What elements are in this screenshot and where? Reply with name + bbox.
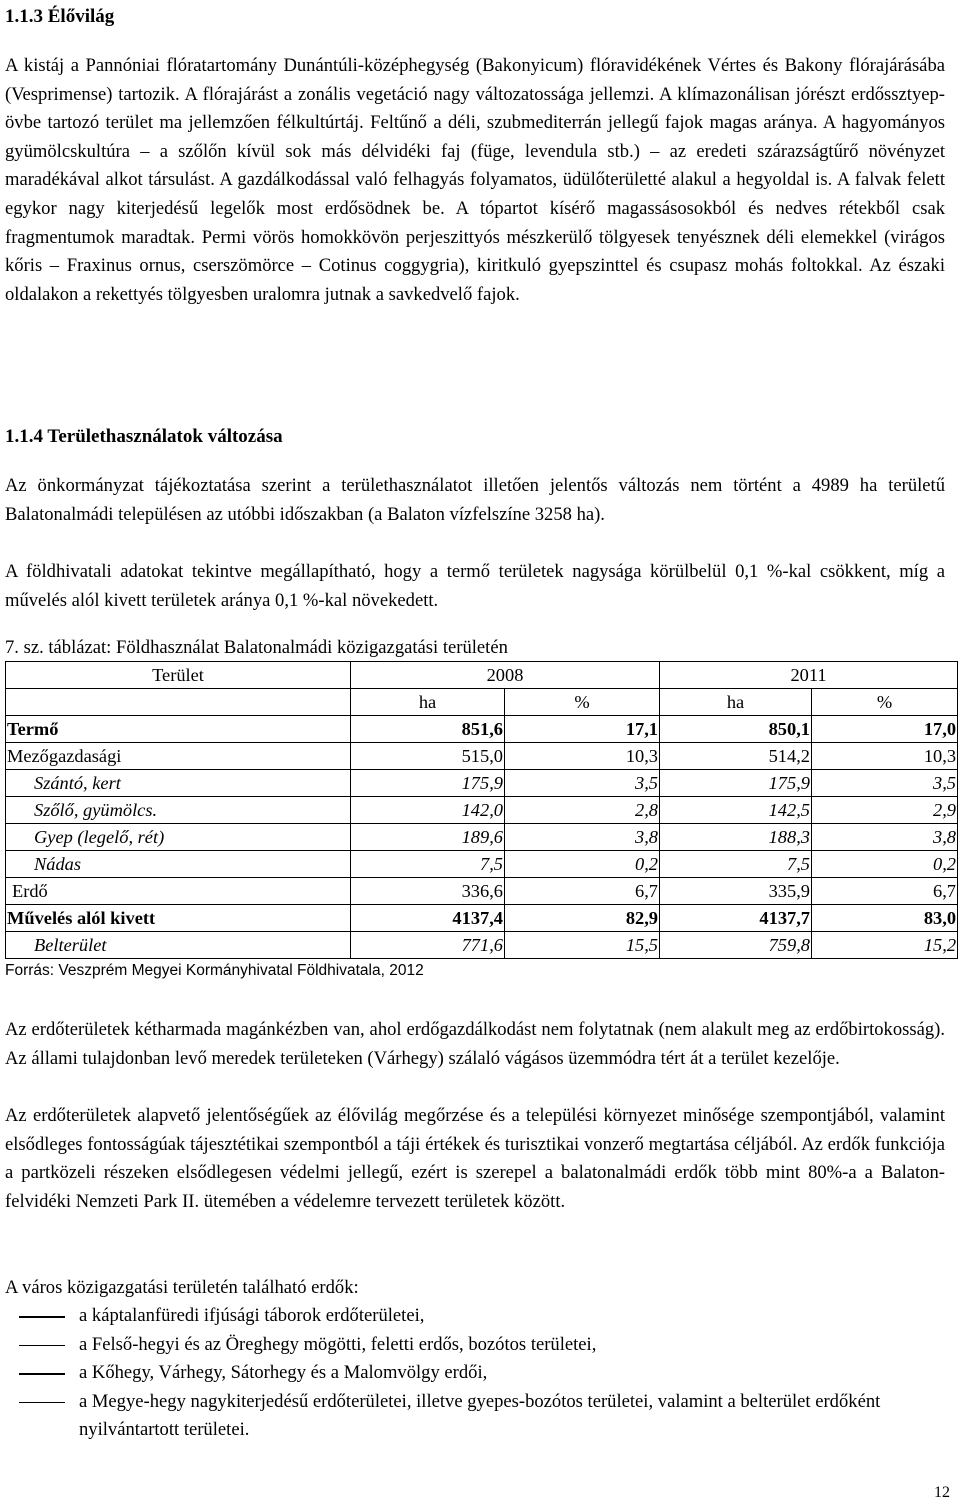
cell-ha-2011: 335,9 [660, 878, 812, 905]
cell-ha-2008: 4137,4 [351, 905, 505, 932]
forest-paragraph-2: Az erdőterületek alapvető jelentőségűek az élővilág megőrzése és a települési környezet minősége szempontjából, valamint elsődleges fontosságúak tájesztétikai szempontból a táji értékek és turisztikai vonzerő megtartása céljából. Az erdők funkciója a partközeli részeken elsődlegesen védelmi jellegű, ezért is szerepel a balatonalmádi erdők több mint 80%-a a Balaton-felvidéki Nemzeti Park II. ütemében a védelemre tervezett területek között. [5, 1105, 945, 1212]
cell-pct-2008: 15,5 [505, 932, 660, 959]
table-row [6, 932, 958, 959]
cell-ha-2011: 514,2 [660, 743, 812, 770]
cell-pct-2011: 10,3 [812, 743, 958, 770]
header-pct-2011: % [812, 689, 958, 716]
table-header-row-years [6, 662, 958, 689]
cell-ha-2011: 142,5 [660, 797, 812, 824]
row-label: Nádas [6, 851, 351, 878]
cell-ha-2008: 189,6 [351, 824, 505, 851]
list-item-text: a Felső-hegyi és az Öreghegy mögötti, feletti erdős, bozótos területei, [79, 1333, 597, 1355]
cell-pct-2008: 17,1 [505, 716, 660, 743]
cell-ha-2008: 515,0 [351, 743, 505, 770]
cell-pct-2008: 10,3 [505, 743, 660, 770]
dash-bullet [19, 1345, 65, 1347]
forest-list-intro: A város közigazgatási területén található erdők: [5, 1277, 359, 1298]
cell-ha-2011: 188,3 [660, 824, 812, 851]
cell-pct-2008: 3,5 [505, 770, 660, 797]
cell-pct-2008: 6,7 [505, 878, 660, 905]
teruletvaltozas-paragraph-1: Az önkormányzat tájékoztatása szerint a területhasználatot illetően jelentős változás nem történt a 4989 ha területű Balatonalmádi településen az utóbbi időszakban (a Balaton vízfelszíne 3258 ha). [5, 475, 945, 525]
cell-ha-2008: 7,5 [351, 851, 505, 878]
row-label: Gyep (legelő, rét) [6, 824, 351, 851]
table-row [6, 824, 958, 851]
table-row [6, 851, 958, 878]
forest-paragraph-1: Az erdőterületek kétharmada magánkézben van, ahol erdőgazdálkodást nem folytatnak (nem alakult meg az erdőbirtokosság). Az állami tulajdonban levő meredek területeken (Várhegy) szálaló vágásos üzemmódra tért át a terület kezelője. [5, 1019, 945, 1069]
row-label: Termő [6, 716, 351, 743]
cell-pct-2011: 83,0 [812, 905, 958, 932]
page-number: 12 [934, 1484, 950, 1501]
table-row [6, 905, 958, 932]
cell-ha-2008: 336,6 [351, 878, 505, 905]
section-heading-teruletvaltozas: 1.1.4 Területhasználatok változása [5, 426, 283, 447]
list-item [5, 1388, 951, 1445]
cell-pct-2011: 2,9 [812, 797, 958, 824]
list-item-text: a káptalanfüredi ifjúsági táborok erdőterületei, [79, 1305, 425, 1326]
table-source: Forrás: Veszprém Megyei Kormányhivatal Földhivatala, 2012 [5, 962, 424, 979]
cell-ha-2008: 175,9 [351, 770, 505, 797]
list-item-text: a Megye-hegy nagykiterjedésű erdőterületei, illetve gyepes-bozótos területei, valamint a belterület erdőként nyilvántartott területei. [79, 1390, 881, 1441]
table-header-row-units [6, 689, 958, 716]
cell-ha-2008: 771,6 [351, 932, 505, 959]
cell-pct-2008: 0,2 [505, 851, 660, 878]
cell-ha-2011: 7,5 [660, 851, 812, 878]
row-label: Mezőgazdasági [6, 743, 351, 770]
teruletvaltozas-paragraph-2: A földhivatali adatokat tekintve megállapítható, hogy a termő területek nagysága körülbelül 0,1 %-kal csökkent, míg a művelés alól kivett területek aránya 0,1 %-kal növekedett. [5, 561, 945, 611]
cell-pct-2011: 17,0 [812, 716, 958, 743]
row-label: Szántó, kert [6, 770, 351, 797]
cell-ha-2011: 759,8 [660, 932, 812, 959]
table-row [6, 743, 958, 770]
cell-ha-2011: 175,9 [660, 770, 812, 797]
row-label: Művelés alól kivett [6, 905, 351, 932]
list-item [5, 1331, 951, 1360]
header-year-2011: 2011 [660, 662, 958, 689]
cell-ha-2011: 4137,7 [660, 905, 812, 932]
cell-ha-2011: 850,1 [660, 716, 812, 743]
cell-ha-2008: 142,0 [351, 797, 505, 824]
row-label: Szőlő, gyümölcs. [6, 797, 351, 824]
dash-bullet [19, 1402, 65, 1404]
cell-pct-2011: 15,2 [812, 932, 958, 959]
eloviag-paragraph: A kistáj a Pannóniai flóratartomány Dunántúli-középhegység (Bakonyicum) flóravidékének Vértes és Bakony flórajárásába (Vesprimense) tartozik. A flórajárást a zonális vegetáció nagy változatossága jellemzi. A klímazonálisan jórészt erdőssztyep-övbe tartozó terület ma jellemzően félkultúrtáj. Feltűnő a déli, szubmediterrán jellegű fajok magas aránya. A hagyományos gyümölcskultúra – a szőlőn kívül sok más délvidéki faj (füge, levendula stb.) – az eredeti szárazságtűrő növényzet maradékával alkot társulást. A gazdálkodással való felhagyás folyamatos, üdülőterületté alakul a hegyoldal is. A falvak felett egykor nagy kiterjedésű legelők most erdősödnek be. A tópartot kísérő magassásosokból és nedves rétekből csak fragmentumok maradtak. Permi vörös homokkövön perjeszittyós mészkerülő tölgyesek tenyésznek déli elemekkel (virágos kőris – Fraxinus ornus, cserszömörce – Cotinus coggygria), kiritkuló gyepszinttel és csupasz mohás foltokkal. Az északi oldalakon a rekettyés tölgyesben uralomra jutnak a savkedvelő fajok. [5, 55, 945, 305]
list-item [5, 1359, 951, 1388]
row-label: Erdő [6, 878, 351, 905]
table-row [6, 878, 958, 905]
dash-bullet [19, 1373, 65, 1375]
list-item [5, 1302, 951, 1331]
header-year-2008: 2008 [351, 662, 660, 689]
cell-pct-2011: 0,2 [812, 851, 958, 878]
list-item-text: a Kőhegy, Várhegy, Sátorhegy és a Malomvölgy erdői, [79, 1362, 488, 1384]
header-empty [6, 689, 351, 716]
cell-pct-2011: 3,8 [812, 824, 958, 851]
table-row [6, 716, 958, 743]
table-row [6, 797, 958, 824]
cell-pct-2008: 82,9 [505, 905, 660, 932]
header-ha-2008: ha [351, 689, 505, 716]
cell-ha-2008: 851,6 [351, 716, 505, 743]
forest-list [5, 1302, 951, 1445]
section-heading-eloviag: 1.1.3 Élővilág [5, 6, 115, 27]
land-use-table [5, 661, 958, 959]
table-row [6, 770, 958, 797]
header-ha-2011: ha [660, 689, 812, 716]
dash-bullet [19, 1316, 65, 1318]
cell-pct-2011: 3,5 [812, 770, 958, 797]
header-pct-2008: % [505, 689, 660, 716]
cell-pct-2008: 2,8 [505, 797, 660, 824]
cell-pct-2011: 6,7 [812, 878, 958, 905]
cell-pct-2008: 3,8 [505, 824, 660, 851]
header-area: Terület [6, 662, 351, 689]
table-caption: 7. sz. táblázat: Földhasználat Balatonalmádi közigazgatási területén [5, 637, 508, 658]
row-label: Belterület [6, 932, 351, 959]
